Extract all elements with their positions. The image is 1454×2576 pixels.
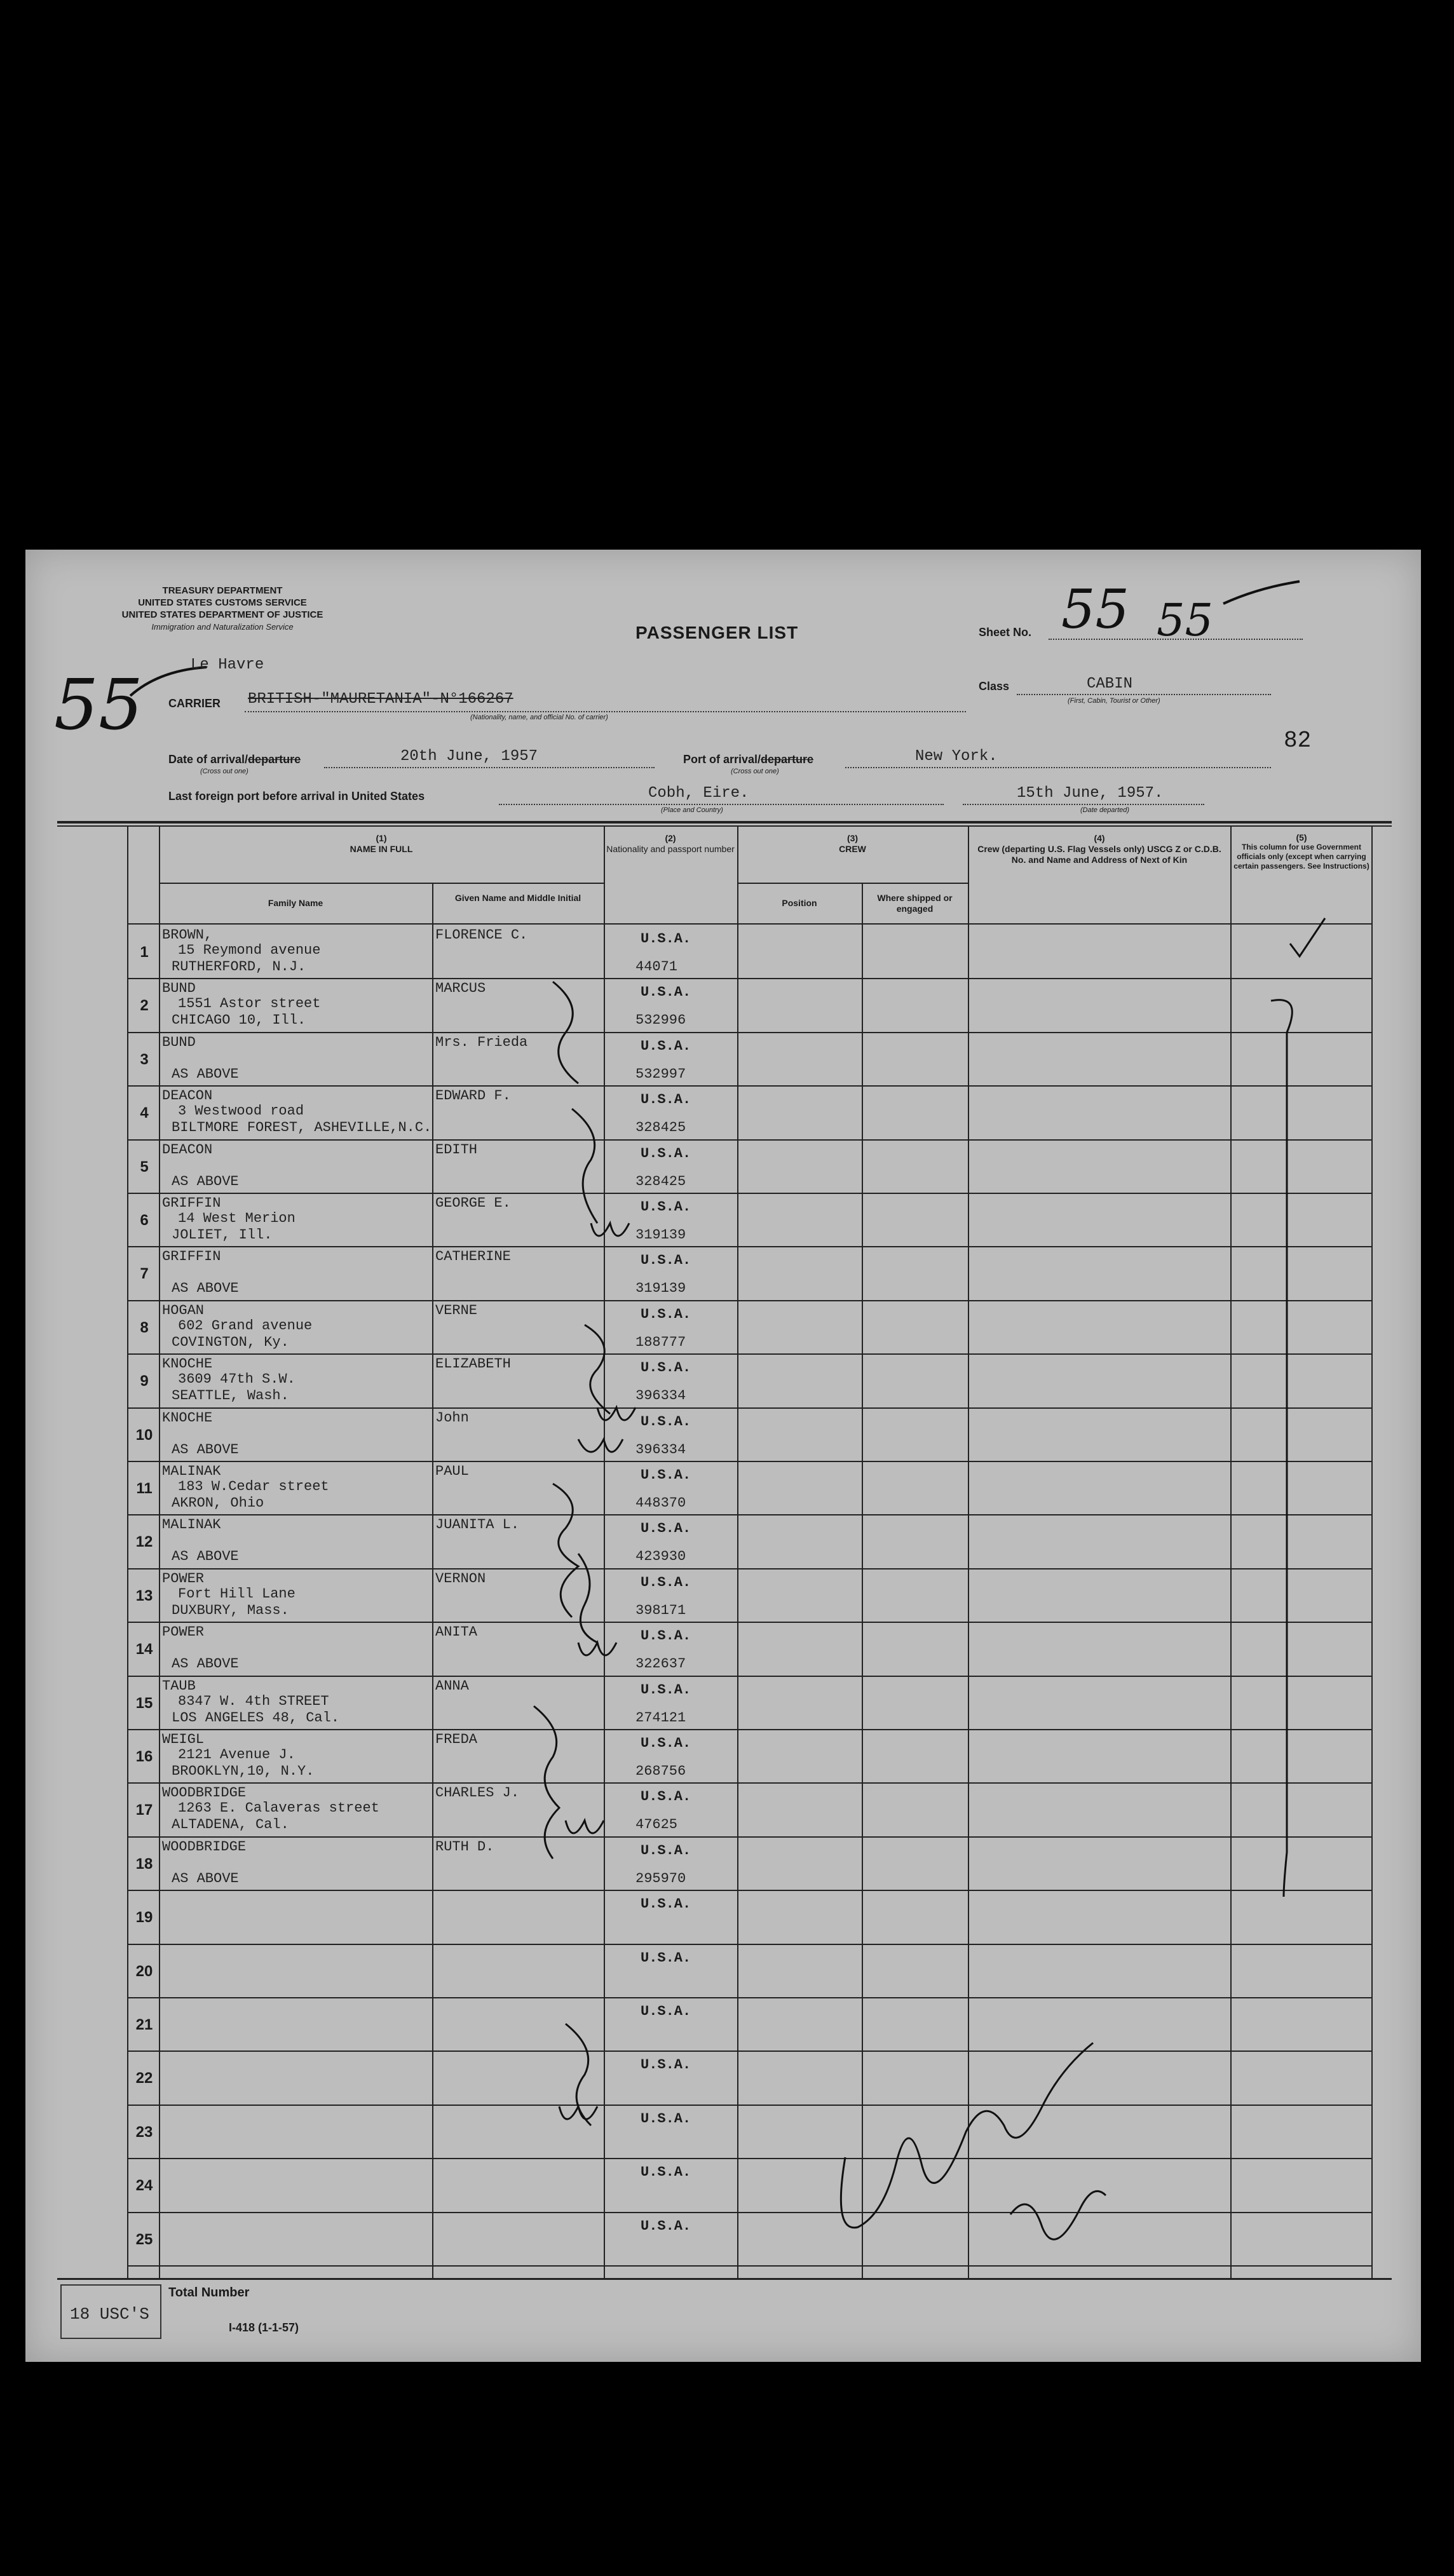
last-port-date-note: (Date departed)	[1080, 806, 1130, 814]
passport-number: 295970	[635, 1871, 686, 1887]
class-label: Class	[979, 680, 1010, 693]
row-number: 11	[136, 1480, 153, 1497]
row-number: 7	[140, 1265, 149, 1282]
row-number: 22	[135, 2070, 153, 2087]
passenger-list-sheet	[25, 550, 1421, 2362]
nationality: U.S.A.	[641, 1092, 691, 1108]
nationality: U.S.A.	[641, 2111, 691, 2127]
agency-line-2: UNITED STATES CUSTOMS SERVICE	[138, 597, 307, 608]
row-number: 5	[140, 1158, 149, 1176]
given-name: VERNON	[435, 1571, 486, 1587]
row-number: 25	[135, 2231, 153, 2248]
last-port-date: 15th June, 1957.	[1017, 785, 1164, 802]
address-line-2: AKRON, Ohio	[172, 1495, 264, 1511]
row-number: 16	[135, 1748, 153, 1765]
passport-number: 274121	[635, 1710, 686, 1726]
last-port-note: (Place and Country)	[661, 806, 723, 814]
nationality: U.S.A.	[641, 1950, 691, 1966]
row-number: 1	[140, 944, 149, 961]
given-name: GEORGE E.	[435, 1195, 511, 1211]
family-name: GRIFFIN	[162, 1195, 221, 1211]
given-name: Mrs. Frieda	[435, 1034, 528, 1050]
position-header: Position	[782, 898, 817, 908]
row-number: 10	[135, 1427, 153, 1444]
nationality: U.S.A.	[641, 1575, 691, 1590]
given-name: EDWARD F.	[435, 1088, 511, 1104]
passport-number: 532996	[635, 1012, 686, 1028]
address-line-2: LOS ANGELES 48, Cal.	[172, 1710, 340, 1726]
nationality: U.S.A.	[641, 2218, 691, 2234]
row-number: 24	[135, 2177, 153, 2194]
nationality: U.S.A.	[641, 1252, 691, 1268]
nationality: U.S.A.	[641, 1521, 691, 1536]
address-line-2: AS ABOVE	[172, 1280, 239, 1296]
family-name: BUND	[162, 1034, 196, 1050]
nationality: U.S.A.	[641, 1146, 691, 1162]
address-line-1: 14 West Merion	[178, 1210, 296, 1226]
row-number: 12	[135, 1533, 153, 1550]
given-name: FREDA	[435, 1732, 478, 1747]
address-line-2: AS ABOVE	[172, 1174, 239, 1190]
family-name: WOODBRIDGE	[162, 1839, 247, 1855]
passport-number: 448370	[635, 1495, 686, 1511]
row-number: 3	[140, 1051, 149, 1068]
given-name: FLORENCE C.	[435, 927, 528, 943]
date-arrival-value: 20th June, 1957	[400, 748, 538, 765]
row-number: 15	[135, 1695, 153, 1712]
given-name-header: Given Name and Middle Initial	[454, 893, 581, 903]
agency-line-3: UNITED STATES DEPARTMENT OF JUSTICE	[121, 609, 323, 620]
address-line-2: DUXBURY, Mass.	[172, 1603, 289, 1618]
row-number: 17	[135, 1801, 153, 1819]
carrier-origin: Le Havre	[191, 656, 264, 674]
family-name: DEACON	[162, 1088, 213, 1104]
passport-number: 319139	[635, 1280, 686, 1296]
address-line-2: AS ABOVE	[172, 1442, 239, 1458]
corner-mark: 55	[54, 664, 143, 745]
last-port-label: Last foreign port before arrival in United States	[168, 790, 425, 803]
address-line-2: JOLIET, Ill.	[172, 1227, 273, 1243]
nationality: U.S.A.	[641, 1199, 691, 1215]
address-line-1: 2121 Avenue J.	[178, 1747, 296, 1763]
passport-number: 44071	[635, 959, 678, 975]
total-value: 18 USC'S	[70, 2305, 149, 2324]
shipped-header: Where shipped or engaged	[877, 893, 953, 914]
address-line-1: 183 W.Cedar street	[178, 1479, 329, 1495]
address-line-1: 3609 47th S.W.	[178, 1371, 296, 1387]
nationality: U.S.A.	[641, 2057, 691, 2073]
given-name: VERNE	[435, 1303, 478, 1319]
given-name: EDITH	[435, 1142, 478, 1158]
row-number: 20	[135, 1963, 153, 1980]
nationality: U.S.A.	[641, 1735, 691, 1751]
last-port-value: Cobh, Eire.	[648, 785, 749, 802]
family-name: KNOCHE	[162, 1410, 213, 1426]
class-note: (First, Cabin, Tourist or Other)	[1068, 697, 1160, 705]
nationality: U.S.A.	[641, 1360, 691, 1376]
family-name: MALINAK	[162, 1517, 221, 1533]
passport-number: 396334	[635, 1388, 686, 1404]
passport-number: 47625	[635, 1817, 678, 1833]
family-name: TAUB	[162, 1678, 196, 1694]
passport-number: 532997	[635, 1066, 686, 1082]
row-number: 18	[135, 1855, 153, 1873]
row-number: 14	[135, 1641, 153, 1658]
col2-header: (2) Nationality and passport number	[606, 833, 735, 854]
class-value: CABIN	[1087, 675, 1133, 693]
carrier-label: CARRIER	[168, 697, 221, 710]
page-number: 82	[1284, 728, 1312, 754]
family-name: KNOCHE	[162, 1356, 213, 1372]
date-arrival-label: Date of arrival/departure	[168, 753, 301, 766]
given-name: John	[435, 1410, 469, 1426]
given-name: MARCUS	[435, 980, 486, 996]
address-line-1: 3 Westwood road	[178, 1103, 304, 1119]
address-line-2: BROOKLYN,10, N.Y.	[172, 1763, 315, 1779]
nationality: U.S.A.	[641, 1843, 691, 1859]
family-name: DEACON	[162, 1142, 213, 1158]
address-line-2: BILTMORE FOREST, ASHEVILLE,N.C.	[172, 1120, 432, 1135]
nationality: U.S.A.	[641, 1038, 691, 1054]
date-arrival-note: (Cross out one)	[200, 768, 248, 775]
passport-number: 268756	[635, 1763, 686, 1779]
col3-header: (3) CREW	[839, 833, 866, 854]
address-line-1: 1551 Astor street	[178, 996, 321, 1012]
given-name: ANITA	[435, 1624, 478, 1640]
port-arrival-label: Port of arrival/departure	[683, 753, 814, 766]
nationality: U.S.A.	[641, 984, 691, 1000]
row-number: 6	[140, 1212, 149, 1229]
port-arrival-value: New York.	[915, 748, 998, 765]
address-line-1: 15 Reymond avenue	[178, 942, 321, 958]
row-number: 21	[135, 2016, 153, 2033]
address-line-1: 1263 E. Calaveras street	[178, 1800, 379, 1816]
address-line-1: 8347 W. 4th STREET	[178, 1693, 329, 1709]
col5-header: (5) This column for use Government officials only (except when carrying certain passengers. See Instructions)	[1233, 832, 1369, 871]
carrier-value: BRITISH-"MAURETANIA"-N°166267	[248, 691, 513, 708]
row-number: 4	[140, 1104, 149, 1122]
sheet-number-label: Sheet No.	[979, 626, 1032, 639]
family-name: POWER	[162, 1624, 205, 1640]
nationality: U.S.A.	[641, 1628, 691, 1644]
family-name: HOGAN	[162, 1303, 205, 1319]
passport-number: 328425	[635, 1174, 686, 1190]
address-line-2: AS ABOVE	[172, 1066, 239, 1082]
family-name: MALINAK	[162, 1463, 221, 1479]
carrier-note: (Nationality, name, and official No. of carrier)	[470, 714, 608, 721]
given-name: CATHERINE	[435, 1249, 511, 1264]
nationality: U.S.A.	[641, 1682, 691, 1698]
given-name: JUANITA L.	[435, 1517, 520, 1533]
form-number: I-418 (1-1-57)	[229, 2321, 299, 2334]
total-label: Total Number	[168, 2286, 250, 2300]
nationality: U.S.A.	[641, 1306, 691, 1322]
given-name: RUTH D.	[435, 1839, 494, 1855]
family-name: POWER	[162, 1571, 205, 1587]
address-line-2: SEATTLE, Wash.	[172, 1388, 289, 1404]
passport-number: 328425	[635, 1120, 686, 1135]
passport-number: 398171	[635, 1603, 686, 1618]
given-name: ELIZABETH	[435, 1356, 511, 1372]
address-line-2: CHICAGO 10, Ill.	[172, 1012, 306, 1028]
family-name: WEIGL	[162, 1732, 205, 1747]
family-name: WOODBRIDGE	[162, 1785, 247, 1801]
family-name-header: Family Name	[268, 898, 323, 908]
address-line-2: ALTADENA, Cal.	[172, 1817, 289, 1833]
family-name: GRIFFIN	[162, 1249, 221, 1264]
col1-header: (1) NAME IN FULL	[350, 833, 413, 854]
row-number: 19	[135, 1909, 153, 1926]
family-name: BUND	[162, 980, 196, 996]
page-title: PASSENGER LIST	[635, 623, 799, 642]
agency-line-1: TREASURY DEPARTMENT	[162, 585, 283, 596]
address-line-1: Fort Hill Lane	[178, 1586, 296, 1602]
handwritten-marks-icon	[25, 550, 1421, 2362]
nationality: U.S.A.	[641, 2003, 691, 2019]
sheet-number-value-2: 55	[1157, 594, 1214, 646]
nationality: U.S.A.	[641, 1896, 691, 1912]
given-name: PAUL	[435, 1463, 469, 1479]
row-number: 9	[140, 1373, 149, 1390]
row-number: 23	[135, 2124, 153, 2141]
address-line-1: 602 Grand avenue	[178, 1318, 313, 1334]
address-line-2: AS ABOVE	[172, 1656, 239, 1672]
sheet-number-value: 55	[1061, 578, 1129, 641]
address-line-2: AS ABOVE	[172, 1549, 239, 1564]
nationality: U.S.A.	[641, 1467, 691, 1483]
passport-number: 423930	[635, 1549, 686, 1564]
passport-number: 322637	[635, 1656, 686, 1672]
nationality: U.S.A.	[641, 1414, 691, 1430]
address-line-2: AS ABOVE	[172, 1871, 239, 1887]
nationality: U.S.A.	[641, 1789, 691, 1805]
given-name: ANNA	[435, 1678, 469, 1694]
row-number: 13	[135, 1587, 153, 1604]
passport-number: 396334	[635, 1442, 686, 1458]
port-arrival-note: (Cross out one)	[731, 768, 779, 775]
address-line-2: COVINGTON, Ky.	[172, 1334, 289, 1350]
passport-number: 319139	[635, 1227, 686, 1243]
agency-line-4: Immigration and Naturalization Service	[151, 622, 294, 632]
col4-header: (4) Crew (departing U.S. Flag Vessels only) USCG Z or C.D.B. No. and Name and Address of Next of Kin	[977, 833, 1221, 865]
given-name: CHARLES J.	[435, 1785, 520, 1801]
family-name: BROWN,	[162, 927, 213, 943]
row-number: 2	[140, 997, 149, 1014]
nationality: U.S.A.	[641, 931, 691, 947]
row-number: 8	[140, 1319, 149, 1336]
nationality: U.S.A.	[641, 2164, 691, 2180]
address-line-2: RUTHERFORD, N.J.	[172, 959, 306, 975]
passport-number: 188777	[635, 1334, 686, 1350]
